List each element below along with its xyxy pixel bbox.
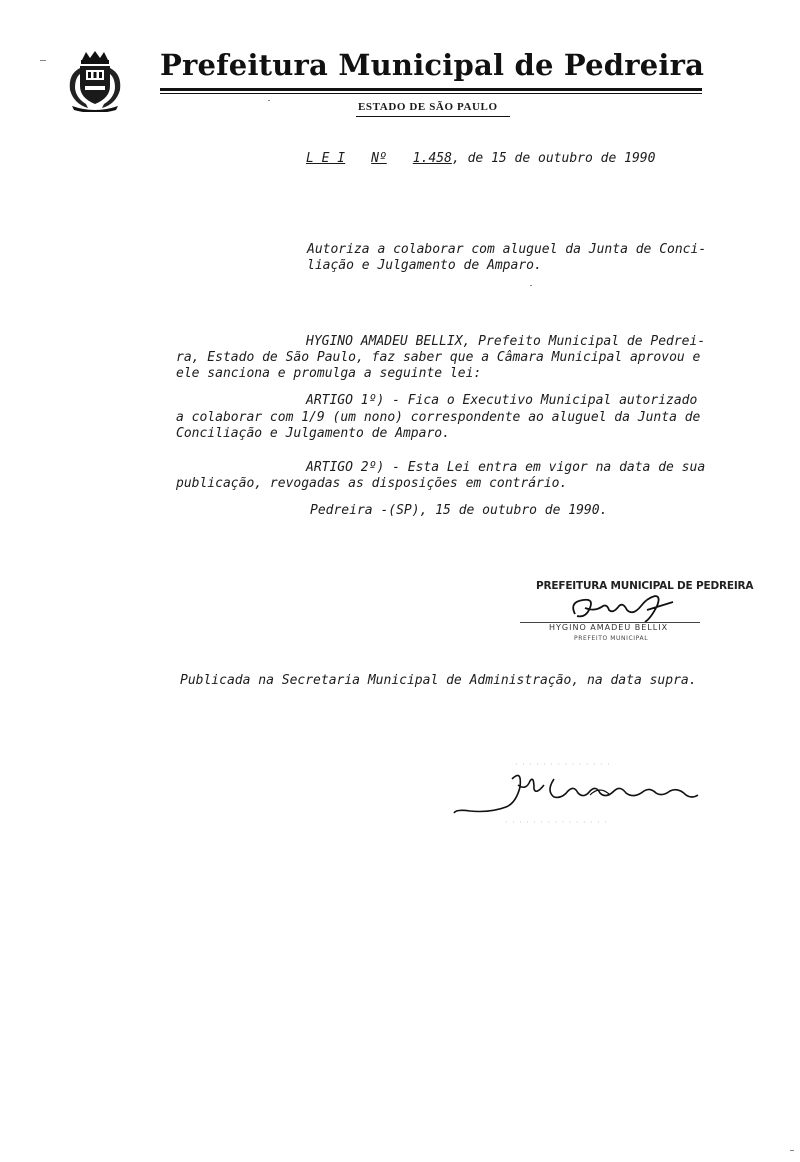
preamble-line: HYGINO AMADEU BELLIX, Prefeito Municipal de Pedrei- [306,334,706,349]
document-header-title: Prefeitura Municipal de Pedreira [160,48,705,82]
article-2-line: ARTIGO 2º) - Esta Lei entra em vigor na data de sua [306,460,706,475]
secretary-stamp-faint: · · · · · · · · · · · · · · · [505,818,608,827]
article-2-line: publicação, revogadas as disposições em contrário. [176,476,568,491]
mayor-signature-icon [555,592,685,626]
law-number: 1.458 [412,151,452,166]
law-date: , de 15 de outubro de 1990 [451,151,656,166]
scan-speck [790,1150,794,1151]
mayor-stamp-title: PREFEITURA MUNICIPAL DE PEDREIRA [536,580,754,592]
law-heading [306,151,655,167]
scan-speck [268,100,270,101]
scan-speck [40,60,46,61]
header-rule [160,88,702,91]
mayor-role: PREFEITO MUNICIPAL [574,635,649,642]
scan-speck [530,285,532,286]
publication-note: Publicada na Secretaria Municipal de Administração, na data supra. [180,673,697,688]
header-state: ESTADO DE SÃO PAULO [358,101,498,113]
header-rule-thin [160,93,702,94]
article-1-line: a colaborar com 1/9 (um nono) correspondente ao aluguel da Junta de [176,410,701,425]
law-label: L E I [306,151,346,166]
ementa-line: liação e Julgamento de Amparo. [307,258,542,273]
state-underline [356,116,510,117]
article-1-line: ARTIGO 1º) - Fica o Executivo Municipal autorizado [306,393,698,408]
secretary-stamp-faint: · · · · · · · · · · · · · · [515,760,611,769]
ementa-line: Autoriza a colaborar com aluguel da Junta de Conci- [307,242,707,257]
preamble-line: ra, Estado de São Paulo, faz saber que a Câmara Municipal aprovou e [176,350,701,365]
municipal-crest-icon [66,50,124,112]
law-number-label: Nº [371,151,387,166]
mayor-name: HYGINO AMADEU BELLIX [549,623,669,632]
article-1-line: Conciliação e Julgamento de Amparo. [176,426,450,441]
law-ementa [307,242,706,274]
place-date: Pedreira -(SP), 15 de outubro de 1990. [310,503,608,518]
preamble-line: ele sanciona e promulga a seguinte lei: [176,366,482,381]
